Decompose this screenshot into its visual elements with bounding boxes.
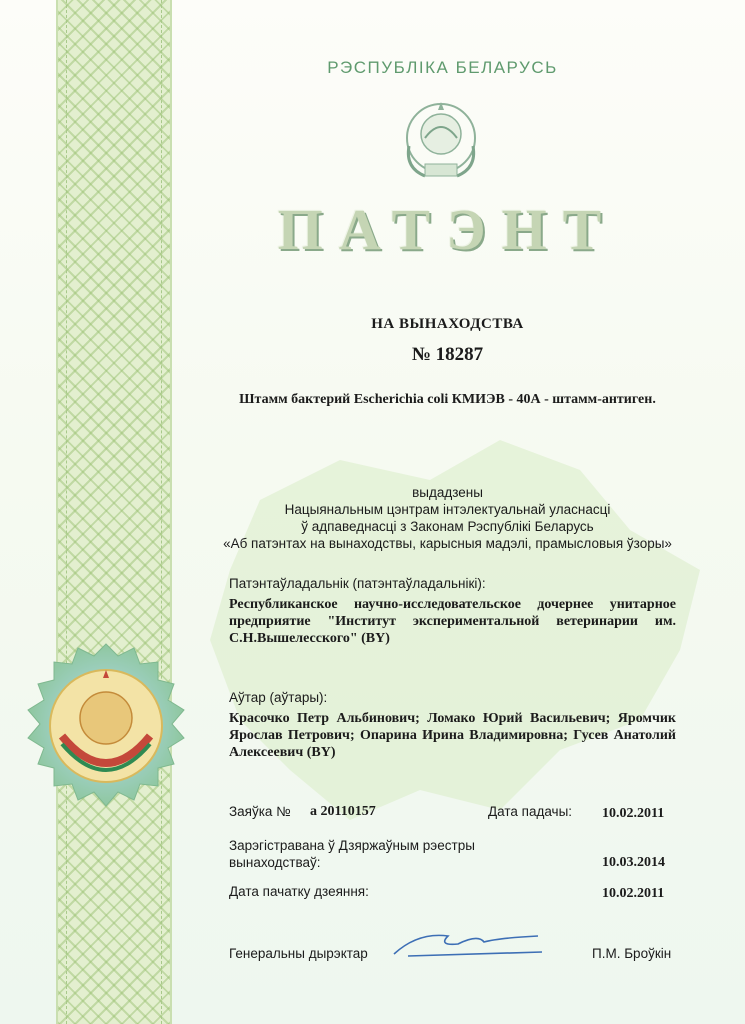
authors-text: Красочко Петр Альбинович; Ломако Юрий Васильевич; Яромчик Ярослав Петрович; Опарина Ирина Владимировна; Гусев Анатолий Алексеевич (BY) [229,711,676,760]
signatory-name: П.М. Броўкін [592,946,672,961]
signature-icon [388,922,548,962]
issued-line-2: Нацыянальным цэнтрам інтэлектуальнай уласнасці [284,502,611,517]
holder-text: Республиканское научно-исследовательское дочернее унитарное предприятие "Институт экспериментальной ветеринарии им. С.Н.Вышелесского" (BY) [229,597,676,646]
registered-label-line2: вынаходстваў: [229,855,321,870]
issued-line-3: ў адпаведнасці з Законам Рэспублікі Беларусь [301,519,594,534]
filing-date-value: 10.02.2011 [602,806,665,821]
application-number: а 20110157 [310,804,376,819]
registered-label-line1: Зарэгістравана ў Дзяржаўным рэестры [229,838,475,853]
hologram-seal-icon [14,640,198,820]
invention-name: Штамм бактерий Escherichia coli КМИЭВ - 40А - штамм-антиген. [239,392,656,407]
issued-line-4: «Аб патэнтах на вынаходствы, карысныя мадэлі, прамысловыя ўзоры» [223,536,672,551]
validity-label: Дата пачатку дзеяння: [229,884,369,899]
patent-number: № 18287 [411,344,484,365]
application-label: Заяўка № [229,804,291,819]
registered-date-value: 10.03.2014 [602,855,665,870]
patent-title: ПАТЭНТ [277,197,618,262]
holder-label: Патэнтаўладальнік (патэнтаўладальнікі): [229,576,486,591]
issued-by-block [150,484,745,552]
validity-date-value: 10.02.2011 [602,886,665,901]
state-emblem-icon [395,98,487,186]
republic-heading: РЭСПУБЛІКА БЕЛАРУСЬ [327,58,558,77]
issued-line-1: выдадзены [412,485,483,500]
signatory-role: Генеральны дырэктар [229,946,368,961]
patent-type: НА ВЫНАХОДСТВА [371,316,524,332]
filing-date-label: Дата падачы: [488,804,573,819]
authors-label: Аўтар (аўтары): [229,690,328,705]
